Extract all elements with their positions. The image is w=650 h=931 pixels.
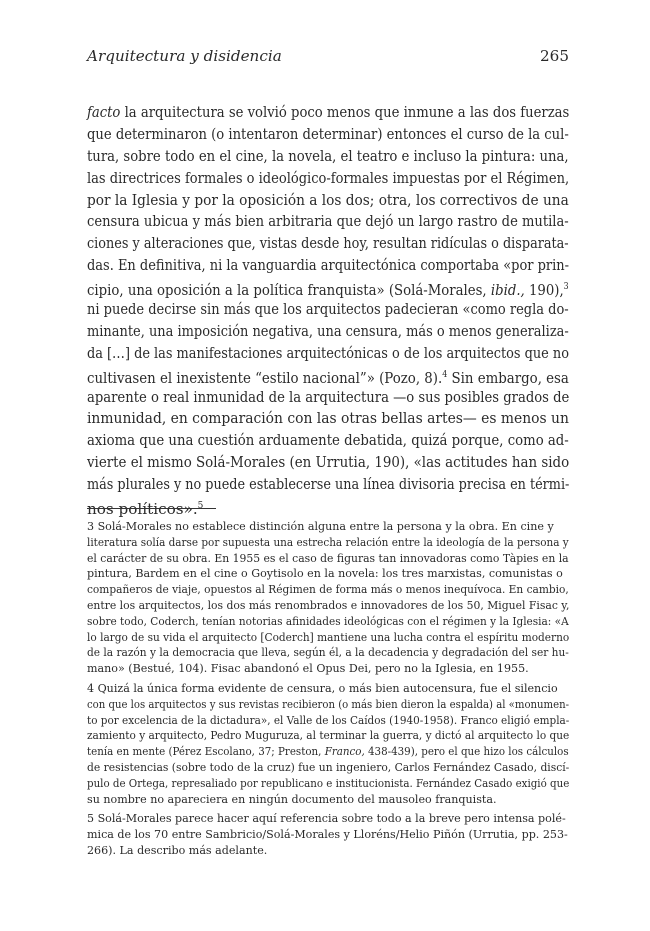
footnote-line <box>87 811 569 827</box>
footnote-line-text <box>87 566 569 582</box>
footnote-line <box>87 614 569 630</box>
footnote-line-text <box>87 645 569 661</box>
footnote-line-text <box>87 519 569 535</box>
body-line-text <box>87 124 569 146</box>
text-run: cipio, una oposición a la política franquista» (Solá-Morales, <box>87 281 491 300</box>
footnote-line <box>87 551 569 567</box>
footnote-line <box>87 535 569 551</box>
running-header <box>87 47 569 71</box>
footnote-line <box>87 645 569 661</box>
body-line-text <box>87 343 569 365</box>
body-line <box>87 233 569 255</box>
text-run: compañeros de viaje, opuestos al Régimen de forma más o menos inequívoca. En cambio, <box>87 583 569 597</box>
text-run: to por excelencia de la dictadura», el Valle de los Caídos (1940-1958). Franco eligió empla- <box>87 713 570 727</box>
text-run: 438-439), pero el que hizo los cálculos <box>364 745 569 759</box>
body-line <box>87 387 569 409</box>
body-line <box>87 211 569 233</box>
footnote-line-text <box>87 744 569 760</box>
text-run: ibid., <box>490 281 525 300</box>
footnote-line-text <box>87 827 569 843</box>
text-run: 5 Solá-Morales parece hacer aquí referencia sobre todo a la breve pero intensa polé- <box>87 812 566 826</box>
footnote-line-text <box>87 681 569 697</box>
running-title: Arquitectura y disidencia <box>87 47 282 65</box>
footnote-line-text <box>87 661 569 677</box>
footnote-line-text <box>87 535 569 551</box>
page-number: 265 <box>540 47 569 65</box>
footnote-line <box>87 598 569 614</box>
body-line-text <box>87 255 570 277</box>
body-line-text <box>87 387 570 409</box>
body-line-text <box>87 452 570 474</box>
footnote-separator <box>87 508 216 509</box>
text-run: 3 Solá-Morales no establece distinción alguna entre la persona y la obra. En cine y <box>87 520 554 533</box>
footnote-line-text <box>87 811 569 827</box>
footnote-line <box>87 630 569 646</box>
footnote-line-text <box>87 713 570 729</box>
body-line <box>87 277 569 299</box>
body-line-text <box>87 430 569 452</box>
footnote-line-text <box>87 776 570 792</box>
body-line-text <box>87 233 569 255</box>
footnote-line-text <box>87 697 570 713</box>
body-line <box>87 299 569 321</box>
footnotes <box>87 519 569 859</box>
text-run: la arquitectura se volvió poco menos que inmune a las dos fuerzas <box>120 103 570 121</box>
footnote-marker: 4 <box>442 369 448 380</box>
text-run: su nombre no apareciera en ningún documento del mausoleo franquista. <box>87 792 497 806</box>
text-run: de la razón y la democracia que lleva, según él, a la decadencia y degradación del ser hu- <box>87 646 569 660</box>
footnote-line <box>87 843 569 859</box>
footnote <box>87 519 569 677</box>
footnote-line-text <box>87 630 570 646</box>
text-run: mica de los 70 entre Sambricio/Solá-Morales y Lloréns/Helio Piñón (Urrutia, pp. 253- <box>87 828 568 842</box>
text-run: ni puede decirse sin más que los arquitectos padecieran «como regla do- <box>87 300 569 319</box>
text-run: Franco, <box>324 745 365 759</box>
text-run: zamiento y arquitecto, Pedro Muguruza, al terminar la guerra, y dictó al arquitecto lo que <box>87 729 570 743</box>
footnote-line <box>87 792 569 808</box>
footnote-line <box>87 713 569 729</box>
text-run: sobre todo, Coderch, tenían notorias afinidades ideológicas con el régimen y la Iglesia: «A <box>87 614 569 628</box>
footnote-line <box>87 681 569 697</box>
text-run: con que los arquitectos y sus revistas recibieron (o más bien dieron la espalda) al «monumen- <box>87 697 570 711</box>
body-line <box>87 496 569 518</box>
text-run: el carácter de su obra. En 1955 es el caso de figuras tan innovadoras como Tàpies en la <box>87 551 569 565</box>
footnote-line-text <box>87 598 570 614</box>
footnote-line <box>87 760 569 776</box>
text-run: da […] de las manifestaciones arquitectónicas o de los arquitectos que no <box>87 343 569 362</box>
body-line-text <box>87 321 569 343</box>
text-run: pintura, Bardem en el cine o Goytisolo en la novela: los tres marxistas, comunistas o <box>87 567 563 581</box>
main-text <box>87 102 569 518</box>
footnote-line-text <box>87 792 569 808</box>
footnote-marker: 3 <box>563 282 569 293</box>
footnote-line <box>87 566 569 582</box>
body-line <box>87 124 569 146</box>
text-run: aparente o real inmunidad de la arquitectura —o sus posibles grados de <box>87 387 570 406</box>
footnote-line <box>87 776 569 792</box>
footnote <box>87 681 569 807</box>
text-run: facto <box>87 103 121 121</box>
text-run: más plurales y no puede establecerse una línea divisoria precisa en térmi- <box>87 475 570 494</box>
text-run: tenía en mente (Pérez Escolano, 37; Preston, <box>87 745 325 759</box>
body-line <box>87 474 569 496</box>
text-run: de resistencias (sobre todo de la cruz) fue un ingeniero, Carlos Fernández Casado, discí- <box>87 760 570 774</box>
body-line-text <box>87 299 569 321</box>
text-run: entre los arquitectos, los dos más renombrados e innovadores de los 50, Miguel Fisac y, <box>87 598 570 612</box>
body-line-text <box>87 190 569 212</box>
text-run: inmunidad, en comparación con las otras bellas artes— es menos un <box>87 409 569 428</box>
footnote-line-text <box>87 614 569 630</box>
body-line <box>87 146 569 168</box>
body-line-text <box>87 146 569 168</box>
text-run: vierte el mismo Solá-Morales (en Urrutia, 190), «las actitudes han sido <box>87 453 570 472</box>
text-run: minante, una imposición negativa, una censura, más o menos generaliza- <box>87 321 569 340</box>
text-run: nos políticos». <box>87 500 198 519</box>
text-run: 190), <box>524 281 564 300</box>
body-line <box>87 190 569 212</box>
body-line <box>87 321 569 343</box>
footnote-line <box>87 661 569 677</box>
text-run: Sin embargo, esa <box>447 368 569 387</box>
text-run: las directrices formales o ideológico-formales impuestas por el Régimen, <box>87 168 570 187</box>
body-line <box>87 408 569 430</box>
text-run: censura ubicua y más bien arbitraria que dejó un largo rastro de mutila- <box>87 212 569 231</box>
footnote-line <box>87 519 569 535</box>
body-line <box>87 343 569 365</box>
body-line <box>87 430 569 452</box>
footnote-line <box>87 697 569 713</box>
body-line-text <box>87 474 570 496</box>
footnote-line-text <box>87 843 569 859</box>
footnote-line <box>87 728 569 744</box>
text-run: ciones y alteraciones que, vistas desde hoy, resultan ridículas o disparata- <box>87 234 569 253</box>
text-run: lo largo de su vida el arquitecto [Coderch] mantiene una lucha contra el espíritu moderno <box>87 630 570 644</box>
text-run: por la Iglesia y por la oposición a los dos; otra, los correctivos de una <box>87 190 569 209</box>
body-line <box>87 102 569 124</box>
text-run: 4 Quizá la única forma evidente de censura, o más bien autocensura, fue el silencio <box>87 681 558 695</box>
text-run: das. En definitiva, ni la vanguardia arquitectónica comportaba «por prin- <box>87 256 570 275</box>
text-run: tura, sobre todo en el cine, la novela, el teatro e incluso la pintura: una, <box>87 146 569 165</box>
footnote-line-text <box>87 582 569 598</box>
footnote-line-text <box>87 551 569 567</box>
footnote-line <box>87 582 569 598</box>
footnote-line-text <box>87 728 570 744</box>
text-run: axioma que una cuestión arduamente debatida, quizá porque, como ad- <box>87 431 569 450</box>
body-line <box>87 168 569 190</box>
body-line <box>87 452 569 474</box>
footnote-line <box>87 744 569 760</box>
footnote-line <box>87 827 569 843</box>
text-run: cultivasen el inexistente “estilo nacional”» (Pozo, 8). <box>87 368 443 387</box>
text-run: que determinaron (o intentaron determinar) entonces el curso de la cul- <box>87 124 569 143</box>
footnote-marker: 5 <box>197 501 204 512</box>
body-line <box>87 365 569 387</box>
footnote-line-text <box>87 760 570 776</box>
body-line-text <box>87 408 569 430</box>
body-line-text <box>87 168 570 190</box>
body-line-text <box>87 211 569 233</box>
body-line-text <box>87 102 570 124</box>
footnote <box>87 811 569 858</box>
body-line <box>87 255 569 277</box>
text-run: literatura solía darse por supuesta una estrecha relación entre la ideología de la persona y <box>87 535 569 549</box>
text-run: 266). La describo más adelante. <box>87 843 268 857</box>
text-run: mano» (Bestué, 104). Fisac abandonó el Opus Dei, pero no la Iglesia, en 1955. <box>87 662 529 676</box>
text-run: pulo de Ortega, represaliado por republicano e institucionista. Fernández Casado exigió que <box>87 776 570 790</box>
